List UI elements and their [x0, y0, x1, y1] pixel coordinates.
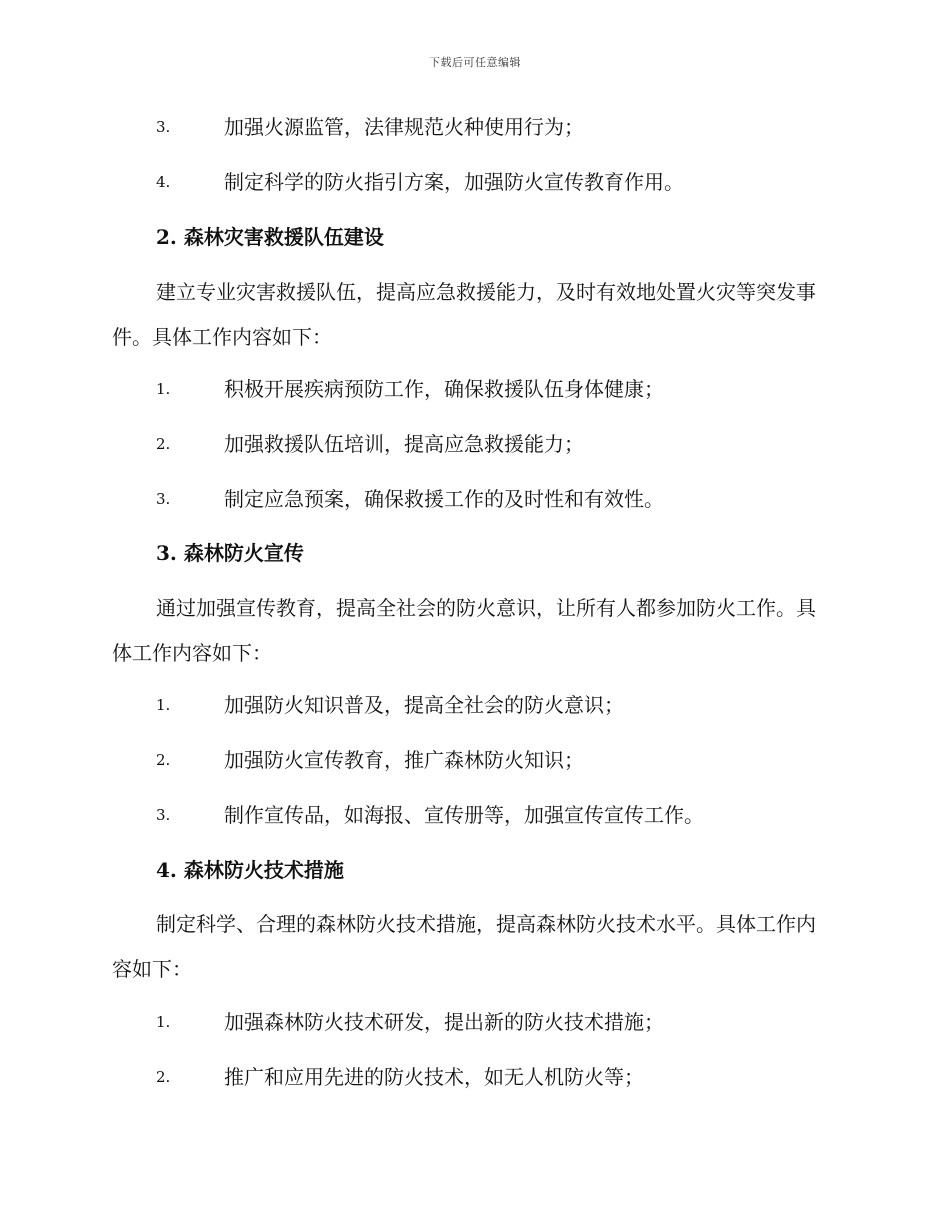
list-item — [0, 800, 950, 830]
list-item — [0, 167, 950, 197]
list-item-text: 加强防火知识普及，提高全社会的防火意识； — [224, 693, 624, 717]
section-heading: 2. 森林灾害救援队伍建设 — [156, 225, 384, 249]
section-paragraph: 建立专业灾害救援队伍，提高应急救援能力，及时有效地处置火灾等突发事件。具体工作内容如下： — [112, 280, 816, 349]
list-item-number: 2. — [156, 435, 171, 453]
page-header: 下载后可任意编辑 — [429, 56, 521, 69]
list-item-text: 制定科学的防火指引方案，加强防火宣传教育作用。 — [224, 170, 684, 194]
list-item-text: 加强火源监管，法律规范火种使用行为； — [224, 115, 584, 139]
list-item-number: 1. — [156, 696, 171, 714]
section-paragraph: 制定科学、合理的森林防火技术措施，提高森林防火技术水平。具体工作内容如下： — [112, 912, 816, 981]
list-item-text: 积极开展疾病预防工作，确保救援队伍身体健康； — [224, 377, 664, 401]
list-item-text: 加强森林防火技术研发，提出新的防火技术措施； — [224, 1010, 664, 1034]
list-item-number: 1. — [156, 380, 171, 398]
section-heading: 4. 森林防火技术措施 — [156, 858, 344, 882]
list-item-number: 3. — [156, 118, 171, 136]
list-item-text: 加强防火宣传教育，推广森林防火知识； — [224, 748, 584, 772]
list-item-number: 3. — [156, 806, 171, 824]
list-item — [0, 484, 950, 514]
list-item-text: 加强救援队伍培训，提高应急救援能力； — [224, 432, 584, 456]
list-item-text: 推广和应用先进的防火技术，如无人机防火等； — [224, 1065, 644, 1089]
list-item-text: 制作宣传品，如海报、宣传册等，加强宣传宣传工作。 — [224, 803, 704, 827]
list-item-text: 制定应急预案，确保救援工作的及时性和有效性。 — [224, 487, 664, 511]
list-item-number: 4. — [156, 173, 171, 191]
list-item — [0, 1007, 950, 1037]
list-item-number: 3. — [156, 490, 171, 508]
list-item — [0, 1062, 950, 1092]
list-item — [0, 112, 950, 142]
list-item — [0, 429, 950, 459]
list-item-number: 2. — [156, 751, 171, 769]
list-item-number: 1. — [156, 1013, 171, 1031]
list-item — [0, 745, 950, 775]
section-paragraph: 通过加强宣传教育，提高全社会的防火意识，让所有人都参加防火工作。具体工作内容如下： — [112, 596, 816, 665]
list-item — [0, 690, 950, 720]
section-heading: 3. 森林防火宣传 — [156, 541, 304, 565]
list-item-number: 2. — [156, 1068, 171, 1086]
list-item — [0, 374, 950, 404]
